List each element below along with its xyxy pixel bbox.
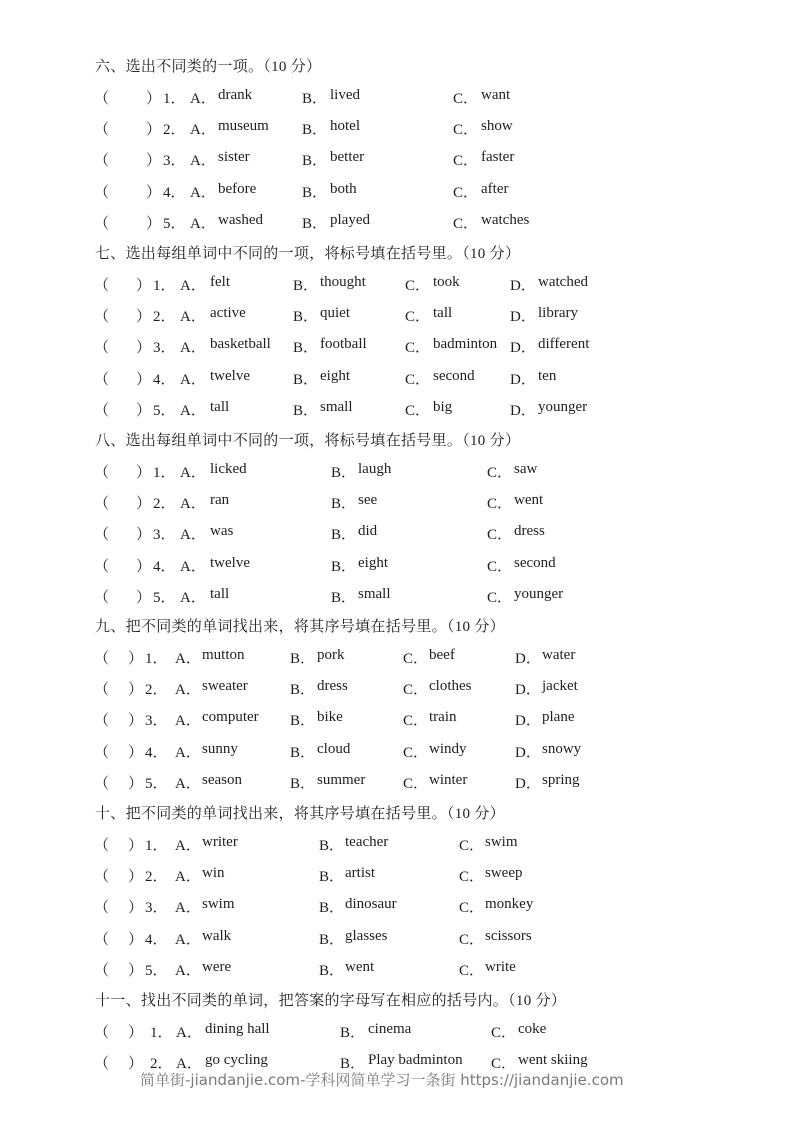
option-b: cloud [317,740,351,757]
question-row [0,336,793,356]
option-b: teacher [345,834,389,850]
option-b: artist [345,865,375,882]
option-d: library [538,305,578,322]
question-number: 5． [163,215,186,232]
question-number: 5． [145,775,168,792]
option-a: museum [218,118,269,135]
answer-blank-close: ） [128,900,144,917]
option-label-a: A． [175,931,201,948]
question-row [0,523,793,543]
option-a: tall [210,398,230,415]
section-title: 九、把不同类的单词找出来，将其序号填在括号里。（10 分） [95,619,505,635]
option-b: glasses [345,927,388,944]
option-c: faster [481,149,515,166]
question-number: 1． [153,465,176,481]
question-number: 3． [153,340,176,357]
option-b: quiet [320,305,350,322]
answer-blank-open[interactable]: （ [94,744,110,761]
watermark: 简单街-jiandanjie.com-学科网简单学习一条街 https://jiandanjie.com [140,1071,624,1089]
answer-blank-open[interactable]: （ [94,838,110,854]
answer-blank-open[interactable]: （ [94,713,110,730]
option-a: before [218,180,257,197]
answer-blank-close: ） [136,402,152,419]
option-label-a: A． [190,122,216,139]
answer-blank-open[interactable]: （ [94,775,110,792]
option-label-d: D． [515,775,541,792]
option-label-c: C． [487,496,513,513]
option-label-c: C． [405,340,431,357]
option-label-c: C． [487,465,513,481]
option-a: twelve [210,367,250,384]
question-number: 1． [163,91,186,107]
answer-blank-close: ） [146,184,162,201]
question-number: 5． [153,402,176,419]
answer-blank-close: ） [136,558,152,575]
option-d: ten [538,367,557,384]
option-a: sunny [202,740,238,757]
option-label-a: A． [175,962,201,979]
answer-blank-close: ） [128,962,144,979]
option-d: snowy [542,740,582,757]
option-b: small [320,398,353,415]
section-title: 八、选出每组单词中不同的一项，将标号填在括号里。（10 分） [95,433,521,449]
answer-blank-close: ） [128,744,144,761]
question-row [0,586,793,606]
option-label-c: C． [459,838,485,854]
option-a: win [202,865,225,882]
option-label-a: A． [176,1025,202,1041]
question-row [0,709,793,729]
answer-blank-close: ） [128,1025,144,1041]
option-label-c: C． [405,371,431,388]
option-label-b: B． [290,744,316,761]
option-a: tall [210,585,230,602]
option-label-a: A． [190,91,216,107]
option-label-b: B． [319,900,345,917]
option-a: was [210,523,234,540]
option-label-c: C． [459,900,485,917]
option-label-b: B． [290,651,316,667]
option-d: watched [538,274,588,290]
option-a: licked [210,461,247,477]
question-number: 1． [153,278,176,294]
option-label-d: D． [515,744,541,761]
answer-blank-open[interactable]: （ [94,1056,110,1073]
answer-blank-close: ） [146,91,162,107]
question-number: 1． [145,651,168,667]
option-label-c: C． [403,744,429,761]
option-a: walk [202,927,232,944]
answer-blank-open[interactable]: （ [94,962,110,979]
section-title: 六、选出不同类的一项。（10 分） [95,59,322,75]
option-label-b: B． [302,215,328,232]
option-b: lived [330,87,360,103]
question-row [0,305,793,325]
question-number: 2． [150,1056,173,1073]
option-a: sister [218,149,250,166]
option-label-b: B． [293,278,319,294]
question-number: 4． [153,371,176,388]
answer-blank-close: ） [146,153,162,170]
option-label-c: C． [403,775,429,792]
option-c: watches [481,211,530,228]
option-label-c: C． [491,1056,517,1073]
option-b: both [330,180,357,197]
answer-blank-open[interactable]: （ [94,527,110,544]
question-number: 3． [163,153,186,170]
option-b: eight [358,554,388,571]
option-c: want [481,87,511,103]
option-b: summer [317,771,366,788]
option-label-b: B． [340,1056,366,1073]
option-d: younger [538,398,588,415]
question-number: 2． [145,682,168,699]
option-label-d: D． [515,651,541,667]
option-c: coke [518,1021,547,1037]
option-label-a: A． [175,900,201,917]
option-c: swim [485,834,518,850]
question-number: 4． [145,744,168,761]
option-label-a: A． [180,465,206,481]
option-label-c: C． [403,713,429,730]
answer-blank-open[interactable]: （ [94,309,110,326]
option-b: went [345,958,375,975]
option-label-d: D． [510,340,536,357]
option-label-b: B． [319,962,345,979]
option-c: winter [429,771,468,788]
option-c: beef [429,647,455,663]
option-label-a: A． [175,838,201,854]
option-label-b: B． [331,496,357,513]
option-label-b: B． [293,340,319,357]
answer-blank-close: ） [146,215,162,232]
option-a: dining hall [205,1021,270,1037]
question-row [0,87,793,107]
option-label-a: A． [180,340,206,357]
answer-blank-open[interactable]: （ [94,122,110,139]
option-label-c: C． [459,869,485,886]
option-label-a: A． [180,527,206,544]
question-row [0,959,793,979]
option-c: after [481,180,509,197]
answer-blank-open[interactable]: （ [94,402,110,419]
option-c: write [485,958,516,975]
option-label-c: C． [453,184,479,201]
option-b: bike [317,709,343,726]
question-row [0,928,793,948]
option-label-b: B． [290,682,316,699]
option-label-a: A． [180,589,206,606]
question-number: 2． [153,309,176,326]
option-c: clothes [429,678,472,695]
option-a: were [202,958,232,975]
option-label-c: C． [405,309,431,326]
option-c: monkey [485,896,534,913]
answer-blank-close: ） [136,340,152,357]
answer-blank-open[interactable]: （ [94,153,110,170]
answer-blank-open[interactable]: （ [94,931,110,948]
answer-blank-close: ） [146,122,162,139]
answer-blank-close: ） [136,496,152,513]
option-label-c: C． [487,589,513,606]
option-label-b: B． [331,589,357,606]
answer-blank-close: ） [136,371,152,388]
option-label-a: A． [180,402,206,419]
option-c: show [481,118,513,135]
question-number: 1． [150,1025,173,1041]
option-label-d: D． [515,713,541,730]
question-row [0,647,793,667]
option-a: writer [202,834,238,850]
option-label-c: C． [459,931,485,948]
section-title: 十、把不同类的单词找出来，将其序号填在括号里。（10 分） [95,806,505,822]
question-number: 3． [145,713,168,730]
question-row [0,461,793,481]
option-label-a: A． [175,869,201,886]
question-row [0,741,793,761]
option-label-c: C． [487,527,513,544]
option-a: go cycling [205,1052,268,1069]
answer-blank-close: ） [128,775,144,792]
option-label-d: D． [510,278,536,294]
answer-blank-open[interactable]: （ [94,215,110,232]
answer-blank-open[interactable]: （ [94,278,110,294]
option-label-a: A． [175,775,201,792]
question-number: 4． [153,558,176,575]
option-label-b: B． [319,869,345,886]
answer-blank-close: ） [128,1056,144,1073]
question-number: 5． [153,589,176,606]
answer-blank-close: ） [128,869,144,886]
option-b: small [358,585,391,602]
option-c: badminton [433,336,498,353]
option-label-a: A． [180,496,206,513]
option-c: dress [514,523,545,540]
question-row [0,1021,793,1041]
option-label-b: B． [290,775,316,792]
answer-blank-open[interactable]: （ [94,465,110,481]
answer-blank-open[interactable]: （ [94,371,110,388]
option-label-a: A． [180,309,206,326]
option-label-b: B． [290,713,316,730]
option-a: drank [218,87,253,103]
option-label-b: B． [331,465,357,481]
answer-blank-close: ） [136,589,152,606]
option-label-a: A． [190,184,216,201]
question-number: 3． [153,527,176,544]
question-number: 4． [163,184,186,201]
option-c: big [433,398,453,415]
question-row [0,118,793,138]
option-label-a: A． [180,558,206,575]
option-label-b: B． [293,309,319,326]
option-a: basketball [210,336,271,353]
option-label-b: B． [319,838,345,854]
option-label-c: C． [491,1025,517,1041]
option-label-c: C． [403,682,429,699]
option-a: ran [210,492,230,509]
answer-blank-close: ） [128,682,144,699]
question-row [0,399,793,419]
option-b: hotel [330,118,360,135]
question-row [0,368,793,388]
option-label-b: B． [319,931,345,948]
option-c: younger [514,585,564,602]
answer-blank-close: ） [136,278,152,294]
option-b: dinosaur [345,896,397,913]
option-label-d: D． [510,309,536,326]
section-title: 七、选出每组单词中不同的一项，将标号填在括号里。（10 分） [95,246,521,262]
option-b: pork [317,647,345,663]
option-a: swim [202,896,235,913]
answer-blank-open[interactable]: （ [94,869,110,886]
option-label-b: B． [302,184,328,201]
question-row [0,865,793,885]
option-c: sweep [485,865,523,882]
option-d: different [538,336,590,353]
question-number: 3． [145,900,168,917]
option-c: train [429,709,457,726]
question-row [0,149,793,169]
option-a: twelve [210,554,250,571]
option-label-d: D． [515,682,541,699]
question-row [0,492,793,512]
option-b: laugh [358,461,392,477]
answer-blank-close: ） [128,713,144,730]
option-label-c: C． [453,91,479,107]
question-row [0,678,793,698]
question-number: 2． [153,496,176,513]
option-c: took [433,274,460,290]
option-label-b: B． [293,402,319,419]
option-d: water [542,647,576,663]
option-label-a: A． [175,744,201,761]
option-label-d: D． [510,402,536,419]
answer-blank-open[interactable]: （ [94,558,110,575]
option-c: tall [433,305,453,322]
answer-blank-close: ） [136,527,152,544]
answer-blank-open[interactable]: （ [94,900,110,917]
option-b: thought [320,274,366,290]
option-c: second [433,367,475,384]
question-row [0,181,793,201]
question-number: 2． [145,869,168,886]
option-label-c: C． [403,651,429,667]
option-b: eight [320,367,350,384]
answer-blank-close: ） [136,465,152,481]
option-c: saw [514,461,538,477]
question-row [0,212,793,232]
option-a: mutton [202,647,245,663]
question-row [0,834,793,854]
option-b: cinema [368,1021,412,1037]
option-a: active [210,305,246,322]
option-label-b: B． [340,1025,366,1041]
answer-blank-close: ） [128,931,144,948]
option-b: played [330,211,370,228]
option-c: went skiing [518,1052,588,1069]
option-label-b: B． [331,558,357,575]
option-b: see [358,492,378,509]
option-d: spring [542,771,580,788]
option-label-c: C． [487,558,513,575]
option-label-b: B． [302,91,328,107]
option-a: season [202,771,242,788]
question-row [0,896,793,916]
question-number: 4． [145,931,168,948]
answer-blank-close: ） [128,651,144,667]
answer-blank-open[interactable]: （ [94,91,110,107]
option-b: did [358,523,378,540]
option-a: computer [202,709,259,726]
option-label-c: C． [405,402,431,419]
option-b: football [320,336,367,353]
option-label-c: C． [459,962,485,979]
option-c: second [514,554,556,571]
option-label-c: C． [453,153,479,170]
option-label-b: B． [302,122,328,139]
option-label-c: C． [453,215,479,232]
option-b: dress [317,678,348,695]
option-label-a: A． [175,713,201,730]
option-label-a: A． [190,153,216,170]
question-number: 5． [145,962,168,979]
option-label-b: B． [293,371,319,388]
option-a: sweater [202,678,248,695]
answer-blank-open[interactable]: （ [94,651,110,667]
option-d: jacket [542,678,578,695]
question-number: 1． [145,838,168,854]
question-row [0,555,793,575]
option-label-d: D． [510,371,536,388]
answer-blank-close: ） [128,838,144,854]
option-c: windy [429,740,467,757]
answer-blank-open[interactable]: （ [94,589,110,606]
option-label-a: A． [175,651,201,667]
option-b: better [330,149,365,166]
option-label-a: A． [176,1056,202,1073]
option-label-b: B． [331,527,357,544]
answer-blank-open[interactable]: （ [94,340,110,357]
option-c: went [514,492,544,509]
option-a: washed [218,211,263,228]
option-a: felt [210,274,230,290]
answer-blank-close: ） [136,309,152,326]
answer-blank-open[interactable]: （ [94,496,110,513]
option-label-a: A． [175,682,201,699]
section-title: 十一、找出不同类的单词，把答案的字母写在相应的括号内。（10 分） [95,993,567,1009]
question-number: 2． [163,122,186,139]
option-d: plane [542,709,575,726]
answer-blank-open[interactable]: （ [94,682,110,699]
option-label-c: C． [453,122,479,139]
question-row [0,772,793,792]
answer-blank-open[interactable]: （ [94,184,110,201]
answer-blank-open[interactable]: （ [94,1025,110,1041]
option-label-b: B． [302,153,328,170]
option-b: Play badminton [368,1052,463,1069]
option-label-c: C． [405,278,431,294]
option-label-a: A． [180,278,206,294]
option-label-a: A． [190,215,216,232]
question-row [0,274,793,294]
option-c: scissors [485,927,532,944]
option-label-a: A． [180,371,206,388]
